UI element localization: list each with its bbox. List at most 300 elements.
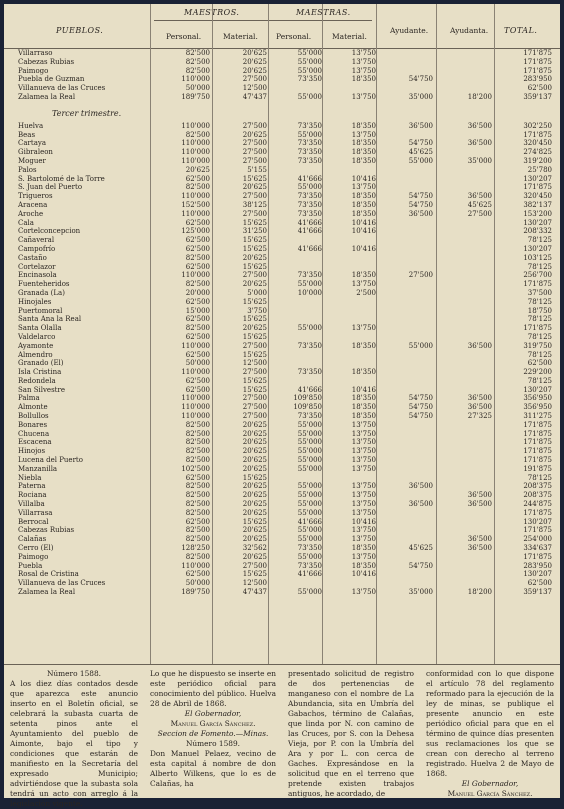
- pueblo-name: San Silvestre: [18, 385, 65, 394]
- amount-cell: 35'000: [408, 588, 433, 597]
- amount-cell: 18'350: [351, 368, 376, 377]
- pueblo-name: Villanueva de las Cruces: [18, 84, 106, 93]
- amount-cell: 274'825: [523, 148, 552, 157]
- pueblo-name: Hinojos: [18, 447, 46, 456]
- amount-cell: 171'875: [523, 183, 552, 192]
- amount-cell: 12'500: [242, 579, 267, 588]
- pueblo-name: Granada (La): [18, 288, 65, 297]
- pueblo-name: Berrocal: [18, 517, 49, 526]
- table-row: [4, 324, 560, 333]
- amount-cell: 125'000: [181, 227, 210, 236]
- amount-cell: 10'000: [297, 288, 322, 297]
- amount-cell: 18'350: [351, 200, 376, 209]
- pueblo-name: Beas: [18, 130, 36, 139]
- amount-cell: 55'000: [297, 482, 322, 491]
- amount-cell: 55'000: [297, 552, 322, 561]
- amount-cell: 110'000: [181, 412, 210, 421]
- header-maestros: MAESTROS.: [184, 8, 240, 17]
- amount-cell: 82'500: [185, 500, 210, 509]
- amount-cell: 302'250: [523, 121, 552, 130]
- amount-cell: 82'500: [185, 280, 210, 289]
- amount-cell: 15'625: [242, 262, 267, 271]
- amount-cell: 55'000: [297, 588, 322, 597]
- amount-cell: 110'000: [181, 561, 210, 570]
- section-title: Tercer trimestre.: [52, 108, 122, 118]
- table-row: [4, 131, 560, 140]
- notice-text-3: presentado solicitud de registro de dos pertenencias de manganeso con el nombre de La Abundancia, sita en Umbría del Gabachos, término de Calañas, que linda por N. con camino de las Cruces, por S. con la Dehesa Vieja, por P. con la Umbría del Ara y por L. con cerca de Gaches. Expresándose en la solicitud que en el terreno que pretende existen trabajos antiguos, he acordado, de: [288, 669, 414, 798]
- amount-cell: 20'625: [242, 464, 267, 473]
- amount-cell: 18'350: [351, 209, 376, 218]
- amount-cell: 35'000: [408, 92, 433, 101]
- amount-cell: 102'500: [181, 464, 210, 473]
- amount-cell: 18'350: [351, 156, 376, 165]
- amount-cell: 319'750: [523, 341, 552, 350]
- pueblo-name: Zalamea la Real: [18, 92, 76, 101]
- amount-cell: 18'350: [351, 271, 376, 280]
- amount-cell: 78'125: [527, 315, 552, 324]
- amount-cell: 82'500: [185, 57, 210, 66]
- pueblo-name: S. Bartolomé de la Torre: [18, 174, 105, 183]
- amount-cell: 62'500: [185, 218, 210, 227]
- amount-cell: 20'000: [185, 288, 210, 297]
- amount-cell: 15'625: [242, 236, 267, 245]
- table-row: [4, 67, 560, 76]
- amount-cell: 62'500: [185, 385, 210, 394]
- amount-cell: 36'500: [467, 192, 492, 201]
- amount-cell: 283'950: [523, 561, 552, 570]
- amount-cell: 13'750: [351, 49, 376, 57]
- amount-cell: 27'500: [242, 561, 267, 570]
- amount-cell: 54'750: [408, 561, 433, 570]
- table-row: [4, 166, 560, 175]
- pueblo-name: Moguer: [18, 156, 46, 165]
- amount-cell: 20'625: [242, 253, 267, 262]
- amount-cell: 55'000: [297, 66, 322, 75]
- amount-cell: 62'500: [185, 297, 210, 306]
- amount-cell: 3'750: [247, 306, 267, 315]
- amount-cell: 82'500: [185, 456, 210, 465]
- amount-cell: 20'625: [242, 183, 267, 192]
- amount-cell: 41'666: [297, 218, 322, 227]
- pueblo-name: Trigueros: [18, 192, 53, 201]
- amount-cell: 382'137: [523, 200, 552, 209]
- amount-cell: 82'500: [185, 253, 210, 262]
- amount-cell: 27'500: [242, 341, 267, 350]
- amount-cell: 208'375: [523, 482, 552, 491]
- amount-cell: 13'750: [351, 535, 376, 544]
- table-row: [4, 333, 560, 342]
- amount-cell: 171'875: [523, 552, 552, 561]
- pueblo-name: Huelva: [18, 121, 44, 130]
- pueblo-name: Almonte: [18, 403, 48, 412]
- amount-cell: 110'000: [181, 139, 210, 148]
- pueblo-name: Bonares: [18, 420, 48, 429]
- amount-cell: 73'350: [297, 341, 322, 350]
- amount-cell: 73'350: [297, 192, 322, 201]
- amount-cell: 10'416: [351, 218, 376, 227]
- amount-cell: 35'000: [467, 156, 492, 165]
- amount-cell: 18'750: [527, 306, 552, 315]
- amount-cell: 13'750: [351, 429, 376, 438]
- amount-cell: 41'666: [297, 385, 322, 394]
- amount-cell: 41'666: [297, 244, 322, 253]
- header-maestras: MAESTRAS.: [296, 8, 351, 17]
- table-row: [4, 157, 560, 166]
- amount-cell: 36'500: [408, 500, 433, 509]
- amount-cell: 62'500: [185, 315, 210, 324]
- amount-cell: 110'000: [181, 271, 210, 280]
- pueblo-name: Castaño: [18, 253, 47, 262]
- amount-cell: 54'750: [408, 200, 433, 209]
- amount-cell: 171'875: [523, 447, 552, 456]
- table-row: [4, 271, 560, 280]
- amount-cell: 15'625: [242, 174, 267, 183]
- amount-cell: 78'125: [527, 236, 552, 245]
- amount-cell: 103'125: [523, 253, 552, 262]
- amount-cell: 283'950: [523, 75, 552, 84]
- pueblo-name: Rociana: [18, 491, 47, 500]
- amount-cell: 18'350: [351, 341, 376, 350]
- amount-cell: 110'000: [181, 148, 210, 157]
- amount-cell: 54'750: [408, 139, 433, 148]
- pueblo-name: Cabezas Rubias: [18, 57, 75, 66]
- amount-cell: 27'325: [467, 412, 492, 421]
- amount-cell: 78'125: [527, 350, 552, 359]
- table-row: [4, 421, 560, 430]
- amount-cell: 73'350: [297, 561, 322, 570]
- amount-cell: 171'875: [523, 280, 552, 289]
- amount-cell: 130'207: [523, 244, 552, 253]
- table-row: [4, 183, 560, 192]
- amount-cell: 320'450: [523, 192, 552, 201]
- amount-cell: 171'875: [523, 429, 552, 438]
- amount-cell: 18'350: [351, 75, 376, 84]
- table-row: [4, 263, 560, 272]
- amount-cell: 10'416: [351, 385, 376, 394]
- pueblo-name: Encinasola: [18, 271, 57, 280]
- header-material-2: Material.: [332, 32, 367, 41]
- table-row: [4, 544, 560, 553]
- pueblo-name: Santa Olalla: [18, 324, 62, 333]
- amount-cell: 15'625: [242, 332, 267, 341]
- amount-cell: 50'000: [185, 359, 210, 368]
- amount-cell: 13'750: [351, 447, 376, 456]
- table-row: [4, 201, 560, 210]
- amount-cell: 36'500: [467, 139, 492, 148]
- amount-cell: 18'350: [351, 412, 376, 421]
- amount-cell: 38'125: [242, 200, 267, 209]
- pueblo-name: Aroche: [18, 209, 44, 218]
- amount-cell: 15'625: [242, 315, 267, 324]
- amount-cell: 356'950: [523, 394, 552, 403]
- amount-cell: 55'000: [297, 420, 322, 429]
- amount-cell: 20'625: [242, 500, 267, 509]
- table-row: [4, 500, 560, 509]
- amount-cell: 62'500: [185, 262, 210, 271]
- amount-cell: 55'000: [297, 491, 322, 500]
- amount-cell: 82'500: [185, 324, 210, 333]
- amount-cell: 20'625: [242, 447, 267, 456]
- amount-cell: 54'750: [408, 403, 433, 412]
- amount-cell: 171'875: [523, 324, 552, 333]
- amount-cell: 62'500: [527, 359, 552, 368]
- amount-cell: 13'750: [351, 500, 376, 509]
- amount-cell: 73'350: [297, 139, 322, 148]
- amount-cell: 15'625: [242, 376, 267, 385]
- table-row: [4, 465, 560, 474]
- amount-cell: 36'500: [408, 209, 433, 218]
- amount-cell: 20'625: [242, 526, 267, 535]
- signature-title-2: El Gobernador,: [461, 779, 519, 788]
- amount-cell: 18'200: [467, 588, 492, 597]
- amount-cell: 130'207: [523, 218, 552, 227]
- amount-cell: 27'500: [242, 121, 267, 130]
- pueblo-name: Chucena: [18, 429, 50, 438]
- pueblo-name: Paterna: [18, 482, 46, 491]
- amount-cell: 5'000: [247, 288, 267, 297]
- table-row: [4, 403, 560, 412]
- amount-cell: 55'000: [297, 464, 322, 473]
- amount-cell: 18'350: [351, 192, 376, 201]
- amount-cell: 13'750: [351, 280, 376, 289]
- amount-cell: 82'500: [185, 183, 210, 192]
- notice-text-1588: A los diez días contados desde que aparezca este anuncio inserto en el Boletín oficial, se celebrará la subasta cuarta de setenta pinos ante el Ayuntamiento del pueblo de Aimonte, bajo el tipo y condiciones que estarán de manifiesto en la Secretaría del expresado Municipio; advirtiéndose que la subasta sola tendrá un acto con arreglo á la legislación vigente.: [10, 679, 138, 808]
- amount-cell: 41'666: [297, 227, 322, 236]
- amount-cell: 13'750: [351, 464, 376, 473]
- amount-cell: 82'500: [185, 130, 210, 139]
- amount-cell: 54'750: [408, 412, 433, 421]
- amount-cell: 109'850: [293, 403, 322, 412]
- amount-cell: 189'750: [181, 92, 210, 101]
- amount-cell: 82'500: [185, 438, 210, 447]
- amount-cell: 356'950: [523, 403, 552, 412]
- amount-cell: 171'875: [523, 49, 552, 57]
- amount-cell: 82'500: [185, 508, 210, 517]
- header-ayudante: Ayudante.: [390, 26, 429, 35]
- amount-cell: 13'750: [351, 526, 376, 535]
- amount-cell: 82'500: [185, 66, 210, 75]
- table-row: [4, 122, 560, 131]
- amount-cell: 78'125: [527, 332, 552, 341]
- amount-cell: 20'625: [242, 491, 267, 500]
- amount-cell: 18'350: [351, 148, 376, 157]
- pueblo-name: Cañaveral: [18, 236, 55, 245]
- amount-cell: 110'000: [181, 368, 210, 377]
- amount-cell: 171'875: [523, 66, 552, 75]
- table-row: [4, 148, 560, 157]
- amount-cell: 320'450: [523, 139, 552, 148]
- amount-cell: 152'500: [181, 200, 210, 209]
- amount-cell: 18'350: [351, 139, 376, 148]
- amount-cell: 62'500: [185, 376, 210, 385]
- pueblo-name: Cala: [18, 218, 34, 227]
- amount-cell: 13'750: [351, 66, 376, 75]
- pueblo-name: Villanueva de las Cruces: [18, 579, 106, 588]
- pueblo-name: Manzanilla: [18, 464, 58, 473]
- amount-cell: 20'625: [242, 438, 267, 447]
- amount-cell: 15'625: [242, 473, 267, 482]
- amount-cell: 73'350: [297, 209, 322, 218]
- signature-name-2: Manuel García Sánchez.: [447, 789, 533, 798]
- table-row: [4, 518, 560, 527]
- table-row: [4, 289, 560, 298]
- amount-cell: 62'500: [185, 174, 210, 183]
- amount-cell: 45'625: [408, 544, 433, 553]
- table-row: [4, 474, 560, 483]
- amount-cell: 171'875: [523, 526, 552, 535]
- amount-cell: 55'000: [297, 57, 322, 66]
- amount-cell: 55'000: [297, 49, 322, 57]
- amount-cell: 110'000: [181, 75, 210, 84]
- amount-cell: 18'350: [351, 561, 376, 570]
- amount-cell: 55'000: [297, 92, 322, 101]
- amount-cell: 36'500: [467, 544, 492, 553]
- amount-cell: 110'000: [181, 341, 210, 350]
- pueblo-name: Villarraso: [18, 49, 53, 57]
- amount-cell: 13'750: [351, 130, 376, 139]
- amount-cell: 10'416: [351, 227, 376, 236]
- amount-cell: 45'625: [467, 200, 492, 209]
- pueblo-name: Puebla de Guzman: [18, 75, 85, 84]
- table-row: [4, 219, 560, 228]
- table-row: [4, 192, 560, 201]
- amount-cell: 41'666: [297, 517, 322, 526]
- amount-cell: 27'500: [242, 148, 267, 157]
- table-row: [4, 351, 560, 360]
- pueblo-name: Puebla: [18, 561, 43, 570]
- amount-cell: 55'000: [408, 341, 433, 350]
- pueblo-name: Ayamonte: [18, 341, 54, 350]
- header-personal-2: Personal.: [276, 32, 312, 41]
- pueblo-name: Almendro: [18, 350, 53, 359]
- amount-cell: 20'625: [242, 508, 267, 517]
- amount-cell: 130'207: [523, 385, 552, 394]
- amount-cell: 27'500: [242, 75, 267, 84]
- pueblo-name: Hinojales: [18, 297, 52, 306]
- amount-cell: 62'500: [185, 332, 210, 341]
- amount-cell: 13'750: [351, 438, 376, 447]
- pueblo-name: Fuenteheridos: [18, 280, 70, 289]
- amount-cell: 5'155: [247, 165, 267, 174]
- amount-cell: 10'416: [351, 244, 376, 253]
- amount-cell: 54'750: [408, 192, 433, 201]
- pueblo-name: Aracena: [18, 200, 48, 209]
- amount-cell: 78'125: [527, 376, 552, 385]
- table-row: [4, 49, 560, 58]
- amount-cell: 13'750: [351, 420, 376, 429]
- table-row: [4, 456, 560, 465]
- pueblo-name: Palma: [18, 394, 40, 403]
- pueblo-name: Campofrío: [18, 244, 56, 253]
- amount-cell: 110'000: [181, 394, 210, 403]
- amount-cell: 73'350: [297, 271, 322, 280]
- rows-group-a: [4, 49, 560, 102]
- amount-cell: 82'500: [185, 526, 210, 535]
- amount-cell: 311'275: [523, 412, 552, 421]
- amount-cell: 47'437: [242, 92, 267, 101]
- amount-cell: 82'500: [185, 420, 210, 429]
- amount-cell: 18'200: [467, 92, 492, 101]
- amount-cell: 109'850: [293, 394, 322, 403]
- amount-cell: 20'625: [242, 552, 267, 561]
- table-row: [4, 394, 560, 403]
- amount-cell: 171'875: [523, 508, 552, 517]
- table-row: [4, 368, 560, 377]
- amount-cell: 20'625: [242, 482, 267, 491]
- pueblo-name: Paimogo: [18, 552, 49, 561]
- pueblo-name: Calañas: [18, 535, 47, 544]
- amount-cell: 36'500: [467, 500, 492, 509]
- amount-cell: 334'637: [523, 544, 552, 553]
- amount-cell: 36'500: [467, 535, 492, 544]
- pueblo-name: Valdelarco: [18, 332, 56, 341]
- amount-cell: 78'125: [527, 473, 552, 482]
- table-row: [4, 93, 560, 102]
- amount-cell: 15'625: [242, 385, 267, 394]
- pueblo-name: Bollullos: [18, 412, 49, 421]
- budget-table: [4, 4, 560, 597]
- amount-cell: 73'350: [297, 75, 322, 84]
- table-row: [4, 298, 560, 307]
- amount-cell: 15'625: [242, 570, 267, 579]
- amount-cell: 13'750: [351, 183, 376, 192]
- notice-column-1: [10, 669, 138, 809]
- pueblo-name: Cortelconcepcion: [18, 227, 81, 236]
- maestros-rule: [154, 20, 272, 21]
- amount-cell: 13'750: [351, 508, 376, 517]
- amount-cell: 18'350: [351, 394, 376, 403]
- amount-cell: 36'500: [408, 121, 433, 130]
- amount-cell: 41'666: [297, 174, 322, 183]
- amount-cell: 20'625: [185, 165, 210, 174]
- section-fomento: Seccion de Fomento.—Minas.: [157, 729, 269, 738]
- table-row: [4, 553, 560, 562]
- notice-text-2: Lo que he dispuesto se inserte en este periódico oficial para conocimiento del público. Huelva 28 de Abril de 1868.: [150, 669, 276, 708]
- amount-cell: 62'500: [185, 570, 210, 579]
- pueblo-name: Niebla: [18, 473, 42, 482]
- amount-cell: 15'625: [242, 350, 267, 359]
- amount-cell: 20'625: [242, 535, 267, 544]
- table-row: [4, 491, 560, 500]
- amount-cell: 20'625: [242, 280, 267, 289]
- table-row: [4, 227, 560, 236]
- amount-cell: 20'625: [242, 456, 267, 465]
- signature-title-1: El Gobernador,: [184, 709, 242, 718]
- amount-cell: 82'500: [185, 49, 210, 57]
- amount-cell: 55'000: [297, 535, 322, 544]
- amount-cell: 36'500: [467, 491, 492, 500]
- amount-cell: 27'500: [242, 412, 267, 421]
- amount-cell: 15'625: [242, 297, 267, 306]
- pueblo-name: Paimogo: [18, 66, 49, 75]
- table-row: [4, 386, 560, 395]
- amount-cell: 254'000: [523, 535, 552, 544]
- amount-cell: 82'500: [185, 491, 210, 500]
- amount-cell: 20'625: [242, 49, 267, 57]
- amount-cell: 20'625: [242, 57, 267, 66]
- amount-cell: 73'350: [297, 368, 322, 377]
- amount-cell: 13'750: [351, 482, 376, 491]
- amount-cell: 73'350: [297, 156, 322, 165]
- amount-cell: 10'416: [351, 174, 376, 183]
- table-row: [4, 236, 560, 245]
- amount-cell: 13'750: [351, 588, 376, 597]
- amount-cell: 73'350: [297, 148, 322, 157]
- amount-cell: 15'625: [242, 517, 267, 526]
- notice-number-1588: Número 1588.: [46, 669, 102, 678]
- amount-cell: 244'875: [523, 500, 552, 509]
- table-header: [4, 4, 560, 49]
